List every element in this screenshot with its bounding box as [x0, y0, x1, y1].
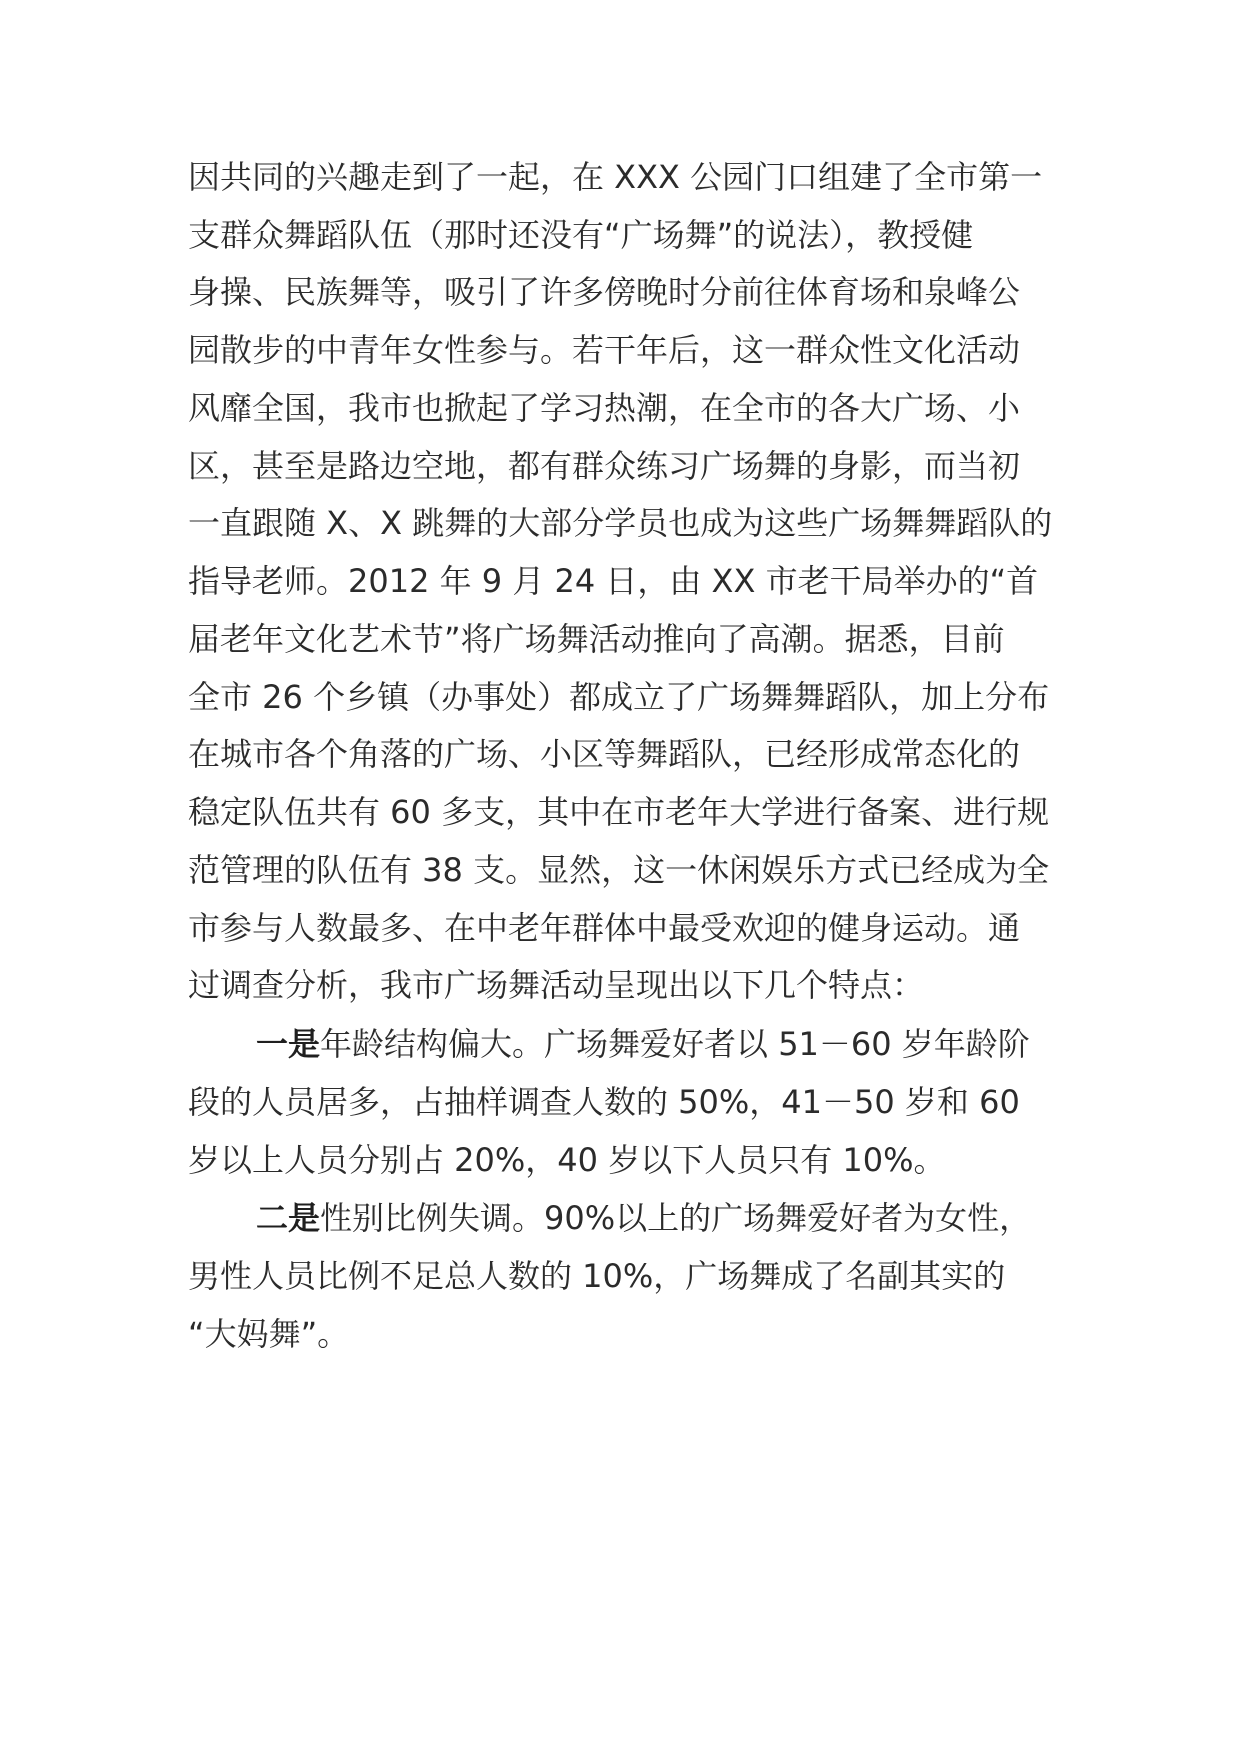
text-line: 范管理的队伍有 38 支。显然，这一休闲娱乐方式已经成为全: [188, 851, 1050, 889]
text-line: 一直跟随 X、X 跳舞的大部分学员也成为这些广场舞舞蹈队的: [188, 504, 1053, 542]
text-line: 支群众舞蹈队伍（那时还没有“广场舞”的说法），教授健: [188, 216, 974, 254]
text-line: 稳定队伍共有 60 多支，其中在市老年大学进行备案、进行规: [188, 793, 1050, 831]
text-line: 全市 26 个乡镇（办事处）都成立了广场舞舞蹈队，加上分布: [188, 678, 1050, 716]
text-line: 男性人员比例不足总人数的 10%，广场舞成了名副其实的: [188, 1257, 1006, 1295]
point-two-text: 性别比例失调。90%以上的广场舞爱好者为女性，: [320, 1199, 1032, 1237]
text-line: 段的人员居多，占抽样调查人数的 50%，41－50 岁和 60: [188, 1083, 1020, 1121]
text-line: 风靡全国，我市也掀起了学习热潮，在全市的各大广场、小: [188, 389, 1021, 427]
text-line: 身操、民族舞等，吸引了许多傍晚时分前往体育场和泉峰公: [188, 273, 1021, 311]
text-line: 岁以上人员分别占 20%，40 岁以下人员只有 10%。: [188, 1141, 946, 1179]
text-line: “大妈舞”。: [188, 1315, 350, 1353]
point-two-first-line: [256, 1198, 1031, 1238]
text-line: 因共同的兴趣走到了一起，在 XXX 公园门口组建了全市第一: [188, 158, 1043, 196]
text-line: 区，甚至是路边空地，都有群众练习广场舞的身影，而当初: [188, 447, 1021, 485]
point-two-lead: 二是: [256, 1199, 321, 1237]
text-line: 园散步的中青年女性参与。若干年后，这一群众性文化活动: [188, 331, 1021, 369]
text-line: 在城市各个角落的广场、小区等舞蹈队，已经形成常态化的: [188, 735, 1021, 773]
point-one-text: 年龄结构偏大。广场舞爱好者以 51－60 岁年龄阶: [320, 1025, 1030, 1063]
text-line: 市参与人数最多、在中老年群体中最受欢迎的健身运动。通: [188, 909, 1021, 947]
point-one-lead: 一是: [256, 1025, 321, 1063]
text-line: 过调查分析，我市广场舞活动呈现出以下几个特点：: [188, 966, 925, 1004]
point-one-first-line: [256, 1024, 1030, 1064]
text-line: 指导老师。2012 年 9 月 24 日，由 XX 市老干局举办的“首: [188, 562, 1039, 600]
text-line: 届老年文化艺术节”将广场舞活动推向了高潮。据悉，目前: [188, 620, 1005, 658]
